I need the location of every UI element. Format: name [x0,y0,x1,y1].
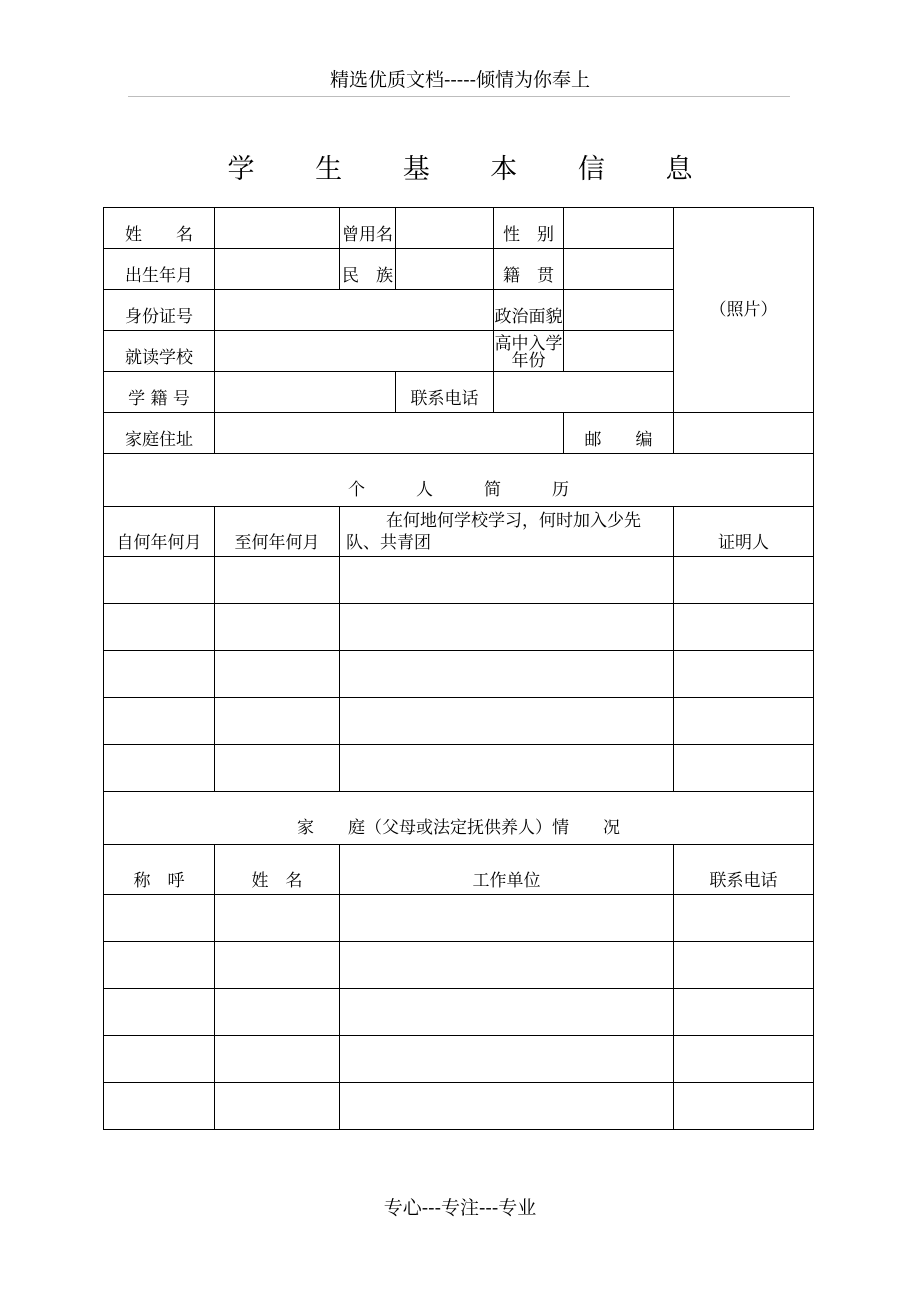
label-school: 就读学校 [104,331,215,372]
row-address [104,413,814,454]
resume-witness-cell[interactable] [674,604,814,651]
col-work-unit: 工作单位 [340,845,674,895]
family-relation-cell[interactable] [104,1036,215,1083]
resume-to-cell[interactable] [215,651,340,698]
label-enroll-year [494,331,564,372]
resume-desc-cell[interactable] [340,604,674,651]
field-school[interactable] [215,331,494,372]
resume-row [104,651,814,698]
family-work-cell[interactable] [340,895,674,942]
field-ethnicity[interactable] [396,249,494,290]
family-section-title: 家 庭（父母或法定抚供养人）情 况 [104,792,814,845]
col-member-phone: 联系电话 [674,845,814,895]
label-name: 姓 名 [104,208,215,249]
row-family-title [104,792,814,845]
label-postcode: 邮 编 [564,413,674,454]
label-native-place: 籍 贯 [494,249,564,290]
col-from: 自何年何月 [104,507,215,557]
resume-row [104,745,814,792]
family-name-cell[interactable] [215,1083,340,1130]
resume-from-cell[interactable] [104,745,215,792]
row-family-header [104,845,814,895]
label-address: 家庭住址 [104,413,215,454]
family-row [104,1036,814,1083]
field-postcode[interactable] [674,413,814,454]
resume-witness-cell[interactable] [674,651,814,698]
label-phone: 联系电话 [396,372,494,413]
col-member-name: 姓 名 [215,845,340,895]
family-phone-cell[interactable] [674,1036,814,1083]
row-resume-title [104,454,814,507]
resume-from-cell[interactable] [104,604,215,651]
resume-witness-cell[interactable] [674,557,814,604]
resume-from-cell[interactable] [104,557,215,604]
field-former-name[interactable] [396,208,494,249]
resume-desc-cell[interactable] [340,745,674,792]
family-name-cell[interactable] [215,1036,340,1083]
label-former-name: 曾用名 [340,208,396,249]
resume-row [104,557,814,604]
resume-witness-cell[interactable] [674,698,814,745]
resume-witness-cell[interactable] [674,745,814,792]
header-divider [128,96,790,97]
resume-to-cell[interactable] [215,557,340,604]
resume-to-cell[interactable] [215,604,340,651]
label-id-number: 身份证号 [104,290,215,331]
family-row [104,895,814,942]
family-relation-cell[interactable] [104,895,215,942]
field-student-no[interactable] [215,372,396,413]
resume-from-cell[interactable] [104,698,215,745]
resume-desc-cell[interactable] [340,698,674,745]
label-enroll-year-line1: 高中入学 [494,334,563,354]
resume-row [104,604,814,651]
field-phone[interactable] [494,372,674,413]
family-relation-cell[interactable] [104,1083,215,1130]
field-gender[interactable] [564,208,674,249]
family-work-cell[interactable] [340,989,674,1036]
col-description-line2: 队、共青团 [346,533,431,553]
resume-section-title: 个 人 简 历 [104,454,814,507]
family-row [104,1083,814,1130]
label-political-status: 政治面貌 [494,290,564,331]
col-witness: 证明人 [674,507,814,557]
field-enroll-year[interactable] [564,331,674,372]
page-footer: 专心---专注---专业 [383,1197,537,1219]
family-name-cell[interactable] [215,989,340,1036]
field-birth[interactable] [215,249,340,290]
field-native-place[interactable] [564,249,674,290]
photo-box[interactable]: （照片） [674,208,814,413]
family-name-cell[interactable] [215,942,340,989]
family-row [104,989,814,1036]
field-address[interactable] [215,413,564,454]
label-enroll-year-line2: 年份 [511,351,546,371]
field-name[interactable] [215,208,340,249]
resume-row [104,698,814,745]
col-description [340,507,674,557]
family-phone-cell[interactable] [674,942,814,989]
col-to: 至何年何月 [215,507,340,557]
label-ethnicity: 民 族 [340,249,396,290]
family-row [104,942,814,989]
resume-desc-cell[interactable] [340,557,674,604]
family-work-cell[interactable] [340,942,674,989]
family-phone-cell[interactable] [674,989,814,1036]
student-info-form [103,207,814,1130]
resume-to-cell[interactable] [215,698,340,745]
family-relation-cell[interactable] [104,942,215,989]
row-resume-header [104,507,814,557]
col-description-line1: 在何地何学校学习，何时加入少先 [386,511,641,531]
family-name-cell[interactable] [215,895,340,942]
field-id-number[interactable] [215,290,494,331]
resume-to-cell[interactable] [215,745,340,792]
col-relation: 称 呼 [104,845,215,895]
page-header: 精选优质文档-----倾情为你奉上 [329,69,591,91]
label-birth: 出生年月 [104,249,215,290]
resume-from-cell[interactable] [104,651,215,698]
form-title: 学 生 基 本 信 息 [227,154,719,185]
row-name [104,208,814,249]
resume-desc-cell[interactable] [340,651,674,698]
family-phone-cell[interactable] [674,1083,814,1130]
label-gender: 性 别 [494,208,564,249]
family-relation-cell[interactable] [104,989,215,1036]
family-work-cell[interactable] [340,1036,674,1083]
family-phone-cell[interactable] [674,895,814,942]
field-political-status[interactable] [564,290,674,331]
family-work-cell[interactable] [340,1083,674,1130]
label-student-no: 学 籍 号 [104,372,215,413]
